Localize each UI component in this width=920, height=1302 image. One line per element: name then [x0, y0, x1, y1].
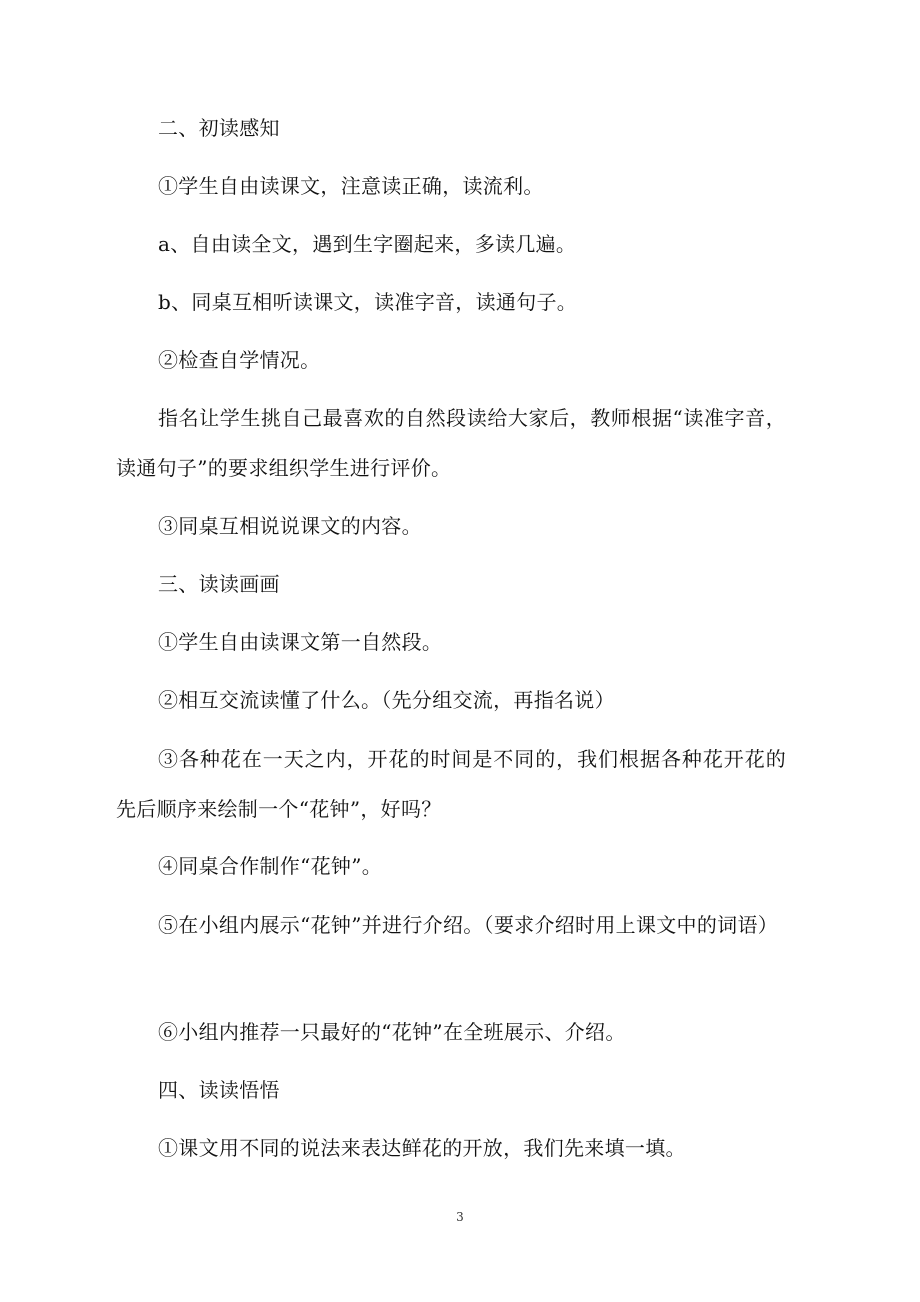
text-paragraph: 指名让学生挑自己最喜欢的自然段读给大家后，教师根据“读准字音，读通句子”的要求组织学生进行评价。 [116, 406, 786, 480]
text-line: ③同桌互相说说课文的内容。 [158, 514, 422, 538]
section-heading-2: 二、初读感知 [158, 116, 280, 140]
text-line: ①学生自由读课文第一自然段。 [158, 630, 443, 654]
text-line: ⑥小组内推荐一只最好的“花钟”在全班展示、介绍。 [158, 1020, 626, 1044]
section-heading-4: 四、读读悟悟 [158, 1078, 280, 1102]
text-paragraph: ③各种花在一天之内，开花的时间是不同的，我们根据各种花开花的先后顺序来绘制一个“花钟”，好吗？ [116, 747, 786, 821]
text-line: a、自由读全文，遇到生字圈起来，多读几遍。 [158, 232, 577, 256]
text-line: ①课文用不同的说法来表达鲜花的开放，我们先来填一填。 [158, 1136, 686, 1160]
page-number: 3 [456, 1210, 464, 1224]
text-line: ①学生自由读课文，注意读正确，读流利。 [158, 174, 544, 198]
text-line: ②检查自学情况。 [158, 348, 321, 372]
text-line: ④同桌合作制作“花钟”。 [158, 854, 383, 878]
text-line: b、同桌互相听读课文，读准字音，读通句子。 [158, 290, 578, 314]
text-paragraph: ⑤在小组内展示“花钟”并进行介绍。（要求介绍时用上课文中的词语） [158, 913, 779, 937]
text-line: ②相互交流读懂了什么。（先分组交流，再指名说） [158, 688, 615, 712]
section-heading-3: 三、读读画画 [158, 572, 280, 596]
